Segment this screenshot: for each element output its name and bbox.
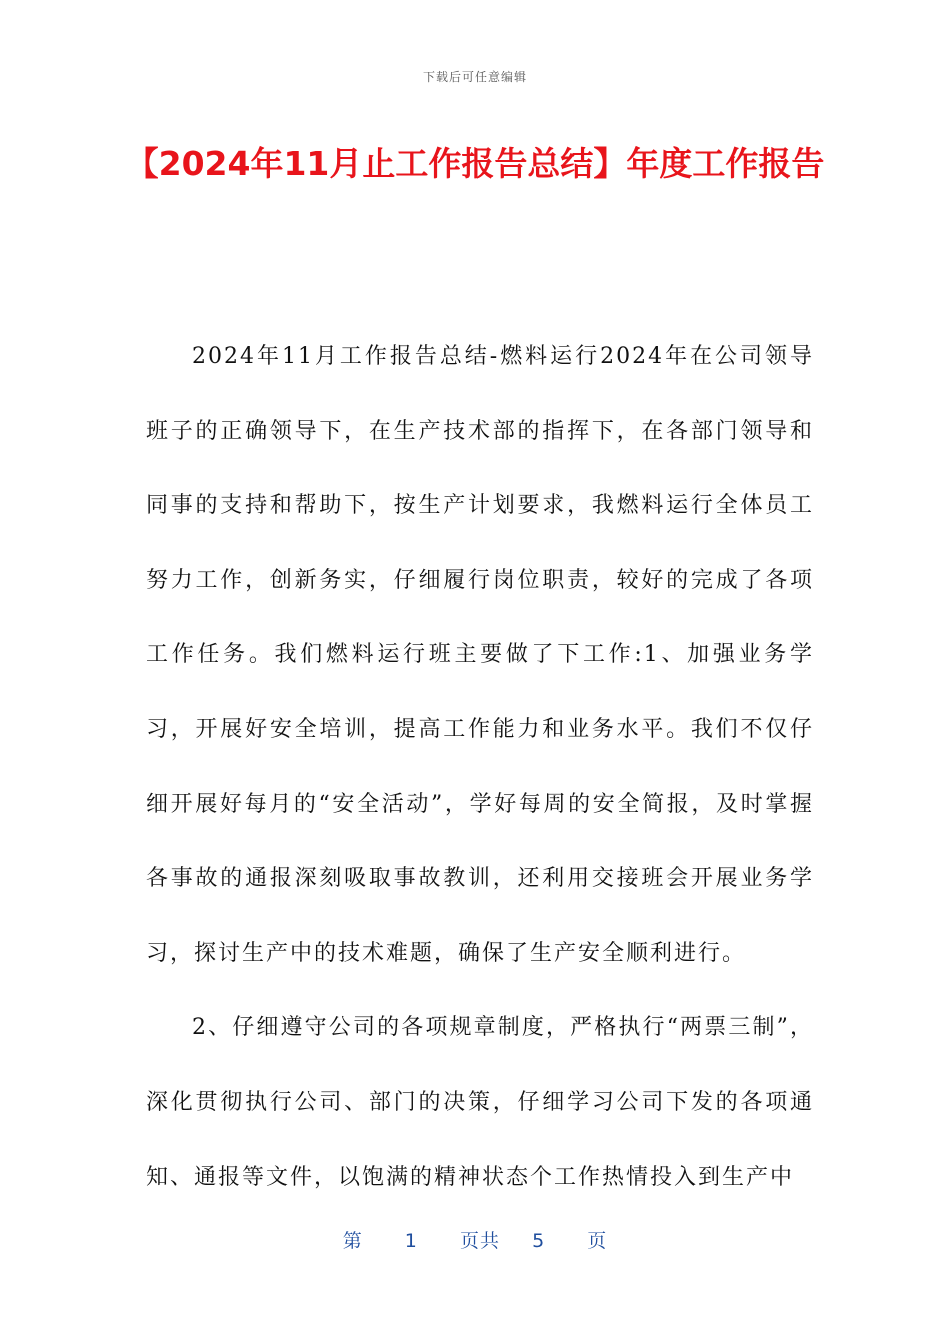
- footer-page-number: 1: [404, 1230, 418, 1252]
- footer-prefix: 第: [342, 1230, 363, 1252]
- footer-suffix: 页: [587, 1230, 608, 1252]
- paragraph-2: 2、仔细遵守公司的各项规章制度，严格执行“两票三制”，深化贯彻执行公司、部门的决策，仔细学习公司下发的各项通知、通报等文件，以饱满的精神状态个工作热情投入到生产中: [146, 1015, 814, 1190]
- document-title: 【2024年11月止工作报告总结】年度工作报告: [125, 144, 825, 183]
- page-footer: [0, 1226, 950, 1253]
- paragraph-1: 2024年11月工作报告总结-燃料运行2024年在公司领导班子的正确领导下，在生产技术部的指挥下，在各部门领导和同事的支持和帮助下，按生产计划要求，我燃料运行全体员工努力工作，创新务实，仔细履行岗位职责，较好的完成了各项工作任务。我们燃料运行班主要做了下工作:1、加强业务学习，开展好安全培训，提高工作能力和业务水平。我们不仅仔细开展好每月的“安全活动”，学好每周的安全简报，及时掌握各事故的通报深刻吸取事故教训，还利用交接班会开展业务学习，探讨生产中的技术难题，确保了生产安全顺利进行。: [146, 344, 814, 966]
- footer-mid: 页共: [459, 1230, 500, 1252]
- document-body: [146, 320, 814, 1215]
- footer-total-pages: 5: [532, 1230, 546, 1252]
- header-note: 下载后可任意编辑: [422, 70, 527, 84]
